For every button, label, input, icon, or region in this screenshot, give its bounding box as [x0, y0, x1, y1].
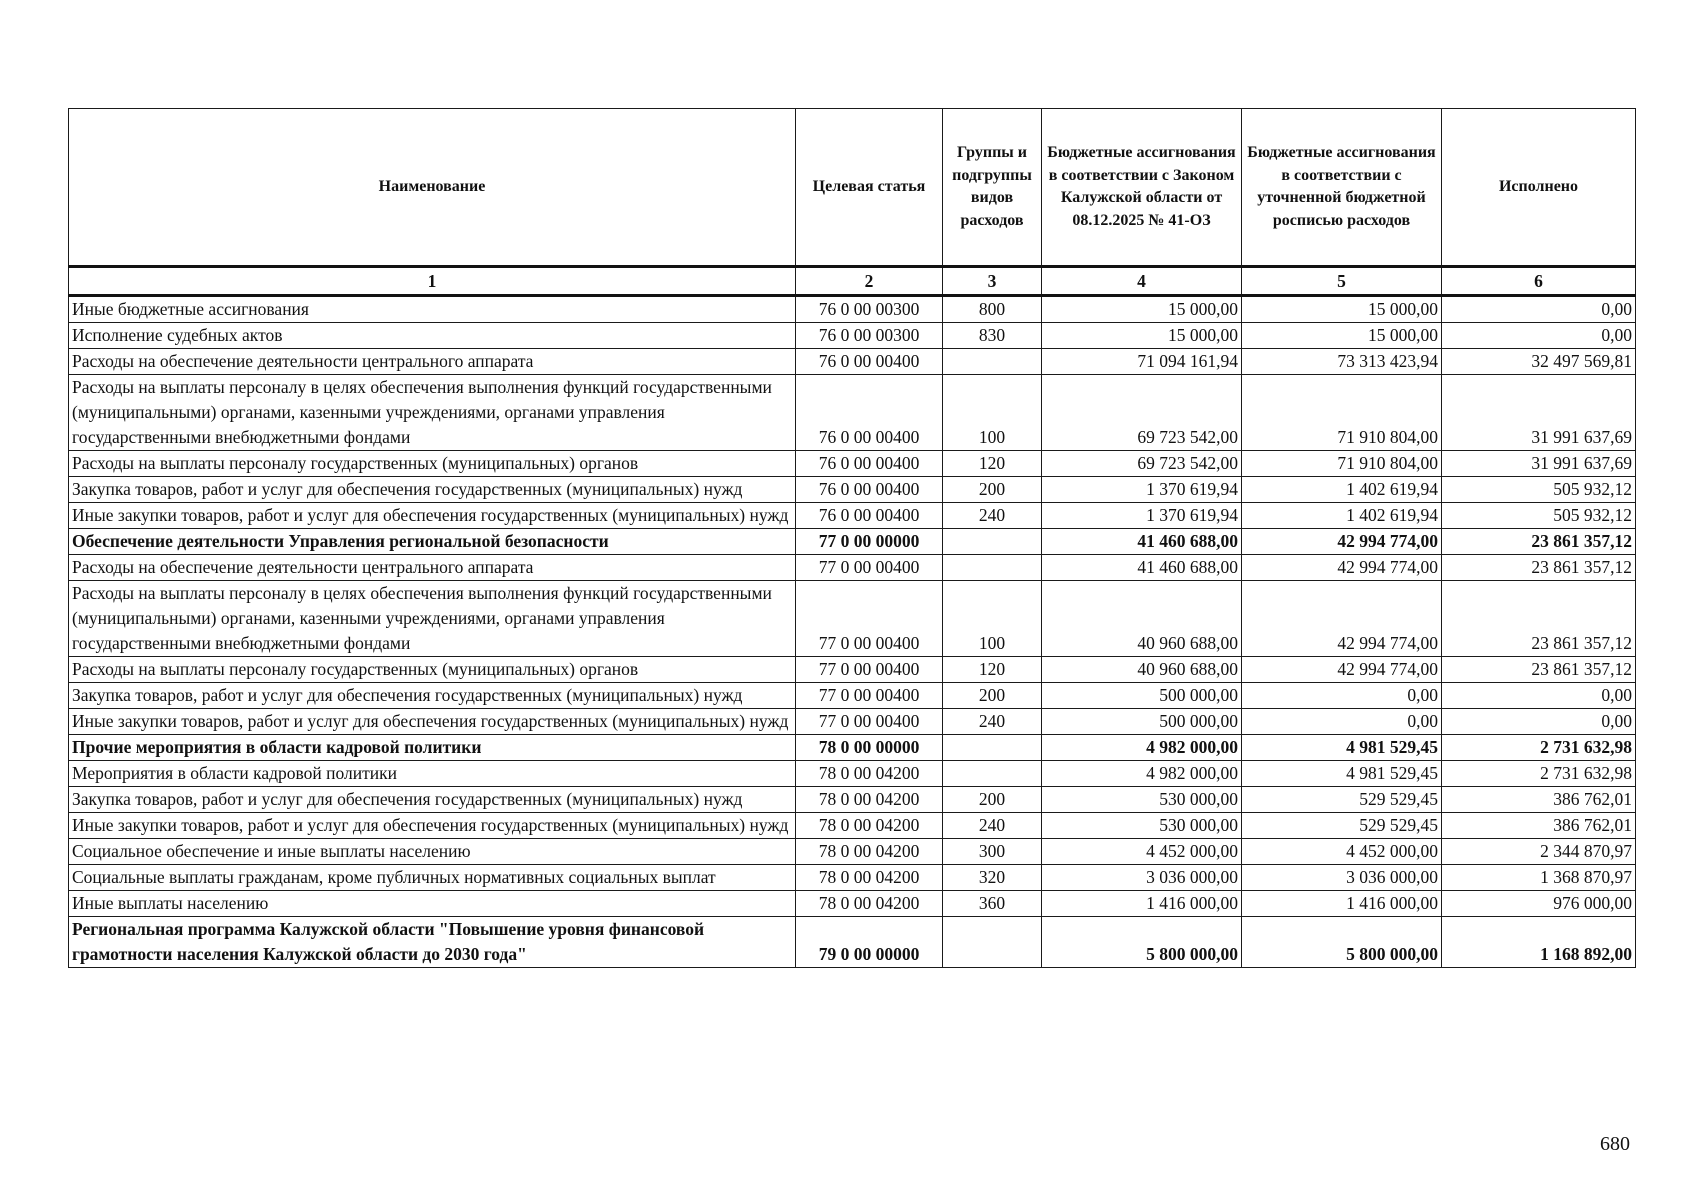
row-executed-amount: 23 861 357,12	[1442, 529, 1636, 555]
row-expense-group: 100	[943, 581, 1042, 657]
row-expense-group: 800	[943, 296, 1042, 323]
table-row	[69, 375, 1636, 451]
row-law-amount: 41 460 688,00	[1042, 555, 1242, 581]
row-law-amount: 15 000,00	[1042, 296, 1242, 323]
row-law-amount: 530 000,00	[1042, 813, 1242, 839]
row-executed-amount: 505 932,12	[1442, 477, 1636, 503]
row-expense-group: 200	[943, 787, 1042, 813]
row-executed-amount: 1 168 892,00	[1442, 917, 1636, 968]
row-executed-amount: 32 497 569,81	[1442, 349, 1636, 375]
table-row	[69, 683, 1636, 709]
row-executed-amount: 31 991 637,69	[1442, 375, 1636, 451]
row-law-amount: 1 370 619,94	[1042, 503, 1242, 529]
row-refined-amount: 1 416 000,00	[1242, 891, 1442, 917]
row-expense-group: 320	[943, 865, 1042, 891]
row-name: Иные бюджетные ассигнования	[69, 296, 796, 323]
row-refined-amount: 5 800 000,00	[1242, 917, 1442, 968]
row-expense-group: 240	[943, 709, 1042, 735]
table-row	[69, 709, 1636, 735]
row-name: Расходы на выплаты персоналу государственных (муниципальных) органов	[69, 451, 796, 477]
row-name: Иные закупки товаров, работ и услуг для обеспечения государственных (муниципальных) нужд	[69, 503, 796, 529]
row-target-article: 76 0 00 00400	[796, 375, 943, 451]
row-target-article: 78 0 00 04200	[796, 865, 943, 891]
row-expense-group: 200	[943, 477, 1042, 503]
table-row	[69, 349, 1636, 375]
row-target-article: 78 0 00 04200	[796, 839, 943, 865]
row-law-amount: 500 000,00	[1042, 709, 1242, 735]
row-expense-group: 240	[943, 813, 1042, 839]
row-law-amount: 15 000,00	[1042, 323, 1242, 349]
table-row	[69, 529, 1636, 555]
row-refined-amount: 4 981 529,45	[1242, 735, 1442, 761]
row-executed-amount: 0,00	[1442, 683, 1636, 709]
row-law-amount: 1 416 000,00	[1042, 891, 1242, 917]
row-refined-amount: 4 981 529,45	[1242, 761, 1442, 787]
row-target-article: 77 0 00 00400	[796, 709, 943, 735]
row-law-amount: 3 036 000,00	[1042, 865, 1242, 891]
row-refined-amount: 42 994 774,00	[1242, 555, 1442, 581]
row-expense-group	[943, 735, 1042, 761]
row-target-article: 76 0 00 00300	[796, 323, 943, 349]
row-executed-amount: 0,00	[1442, 296, 1636, 323]
row-law-amount: 71 094 161,94	[1042, 349, 1242, 375]
row-refined-amount: 42 994 774,00	[1242, 657, 1442, 683]
column-number: 4	[1042, 267, 1242, 296]
table-row	[69, 581, 1636, 657]
row-name: Иные выплаты населению	[69, 891, 796, 917]
row-executed-amount: 31 991 637,69	[1442, 451, 1636, 477]
row-name: Мероприятия в области кадровой политики	[69, 761, 796, 787]
row-law-amount: 41 460 688,00	[1042, 529, 1242, 555]
row-law-amount: 40 960 688,00	[1042, 657, 1242, 683]
row-executed-amount: 0,00	[1442, 709, 1636, 735]
row-refined-amount: 529 529,45	[1242, 787, 1442, 813]
row-expense-group: 120	[943, 451, 1042, 477]
row-expense-group: 360	[943, 891, 1042, 917]
row-refined-amount: 42 994 774,00	[1242, 529, 1442, 555]
row-expense-group: 200	[943, 683, 1042, 709]
row-law-amount: 69 723 542,00	[1042, 451, 1242, 477]
row-expense-group: 830	[943, 323, 1042, 349]
row-target-article: 77 0 00 00000	[796, 529, 943, 555]
row-name: Социальные выплаты гражданам, кроме публичных нормативных социальных выплат	[69, 865, 796, 891]
table-row	[69, 503, 1636, 529]
row-law-amount: 1 370 619,94	[1042, 477, 1242, 503]
row-name: Закупка товаров, работ и услуг для обеспечения государственных (муниципальных) нужд	[69, 787, 796, 813]
table-row	[69, 761, 1636, 787]
header-target-article: Целевая статья	[796, 109, 943, 267]
row-target-article: 76 0 00 00300	[796, 296, 943, 323]
page-number: 680	[1600, 1133, 1630, 1155]
row-target-article: 76 0 00 00400	[796, 349, 943, 375]
row-executed-amount: 505 932,12	[1442, 503, 1636, 529]
table-row	[69, 891, 1636, 917]
table-row	[69, 296, 1636, 323]
row-refined-amount: 73 313 423,94	[1242, 349, 1442, 375]
row-executed-amount: 386 762,01	[1442, 813, 1636, 839]
row-expense-group	[943, 761, 1042, 787]
column-number: 3	[943, 267, 1042, 296]
column-number: 5	[1242, 267, 1442, 296]
header-expense-groups: Группы и подгруппы видов расходов	[943, 109, 1042, 267]
row-target-article: 78 0 00 04200	[796, 891, 943, 917]
row-name: Расходы на обеспечение деятельности центрального аппарата	[69, 349, 796, 375]
row-refined-amount: 0,00	[1242, 683, 1442, 709]
row-expense-group: 300	[943, 839, 1042, 865]
table-row	[69, 735, 1636, 761]
table-header	[69, 109, 1636, 296]
row-name: Расходы на выплаты персоналу в целях обеспечения выполнения функций государственными (муниципальными) органами, казенными учреждениями, органами управления государственными внебюджетными фондами	[69, 375, 796, 451]
header-refined-allocations: Бюджетные ассигнования в соответствии с уточненной бюджетной росписью расходов	[1242, 109, 1442, 267]
row-law-amount: 530 000,00	[1042, 787, 1242, 813]
row-executed-amount: 2 731 632,98	[1442, 761, 1636, 787]
table-row	[69, 555, 1636, 581]
row-expense-group	[943, 529, 1042, 555]
row-law-amount: 4 982 000,00	[1042, 761, 1242, 787]
row-refined-amount: 3 036 000,00	[1242, 865, 1442, 891]
row-refined-amount: 42 994 774,00	[1242, 581, 1442, 657]
row-name: Исполнение судебных актов	[69, 323, 796, 349]
table-row	[69, 865, 1636, 891]
row-target-article: 76 0 00 00400	[796, 503, 943, 529]
column-number: 2	[796, 267, 943, 296]
row-refined-amount: 4 452 000,00	[1242, 839, 1442, 865]
table-row	[69, 787, 1636, 813]
row-name: Иные закупки товаров, работ и услуг для обеспечения государственных (муниципальных) нужд	[69, 709, 796, 735]
header-name: Наименование	[69, 109, 796, 267]
row-target-article: 76 0 00 00400	[796, 451, 943, 477]
row-expense-group: 120	[943, 657, 1042, 683]
row-refined-amount: 71 910 804,00	[1242, 451, 1442, 477]
table-row	[69, 813, 1636, 839]
row-executed-amount: 976 000,00	[1442, 891, 1636, 917]
row-executed-amount: 0,00	[1442, 323, 1636, 349]
row-target-article: 78 0 00 00000	[796, 735, 943, 761]
row-target-article: 77 0 00 00400	[796, 581, 943, 657]
row-executed-amount: 23 861 357,12	[1442, 555, 1636, 581]
row-executed-amount: 23 861 357,12	[1442, 657, 1636, 683]
row-target-article: 77 0 00 00400	[796, 657, 943, 683]
row-target-article: 77 0 00 00400	[796, 683, 943, 709]
table-body	[69, 296, 1636, 968]
row-law-amount: 5 800 000,00	[1042, 917, 1242, 968]
row-refined-amount: 71 910 804,00	[1242, 375, 1442, 451]
column-number: 1	[69, 267, 796, 296]
row-target-article: 77 0 00 00400	[796, 555, 943, 581]
row-executed-amount: 2 731 632,98	[1442, 735, 1636, 761]
row-name: Прочие мероприятия в области кадровой политики	[69, 735, 796, 761]
row-expense-group	[943, 555, 1042, 581]
row-law-amount: 4 982 000,00	[1042, 735, 1242, 761]
row-executed-amount: 2 344 870,97	[1442, 839, 1636, 865]
table-row	[69, 917, 1636, 968]
table-row	[69, 451, 1636, 477]
row-law-amount: 69 723 542,00	[1042, 375, 1242, 451]
row-target-article: 78 0 00 04200	[796, 813, 943, 839]
row-name: Расходы на обеспечение деятельности центрального аппарата	[69, 555, 796, 581]
row-law-amount: 40 960 688,00	[1042, 581, 1242, 657]
table-row	[69, 839, 1636, 865]
row-target-article: 78 0 00 04200	[796, 761, 943, 787]
row-refined-amount: 1 402 619,94	[1242, 503, 1442, 529]
table-row	[69, 477, 1636, 503]
header-law-allocations: Бюджетные ассигнования в соответствии с Законом Калужской области от 08.12.2025 № 41-ОЗ	[1042, 109, 1242, 267]
row-name: Иные закупки товаров, работ и услуг для обеспечения государственных (муниципальных) нужд	[69, 813, 796, 839]
row-refined-amount: 15 000,00	[1242, 323, 1442, 349]
row-executed-amount: 23 861 357,12	[1442, 581, 1636, 657]
row-name: Закупка товаров, работ и услуг для обеспечения государственных (муниципальных) нужд	[69, 683, 796, 709]
row-name: Социальное обеспечение и иные выплаты населению	[69, 839, 796, 865]
row-name: Обеспечение деятельности Управления региональной безопасности	[69, 529, 796, 555]
row-target-article: 79 0 00 00000	[796, 917, 943, 968]
row-name: Расходы на выплаты персоналу в целях обеспечения выполнения функций государственными (муниципальными) органами, казенными учреждениями, органами управления государственными внебюджетными фондами	[69, 581, 796, 657]
row-expense-group	[943, 349, 1042, 375]
row-executed-amount: 1 368 870,97	[1442, 865, 1636, 891]
row-law-amount: 500 000,00	[1042, 683, 1242, 709]
table-row	[69, 657, 1636, 683]
row-expense-group: 240	[943, 503, 1042, 529]
row-law-amount: 4 452 000,00	[1042, 839, 1242, 865]
row-refined-amount: 0,00	[1242, 709, 1442, 735]
header-executed: Исполнено	[1442, 109, 1636, 267]
table-row	[69, 323, 1636, 349]
row-name: Закупка товаров, работ и услуг для обеспечения государственных (муниципальных) нужд	[69, 477, 796, 503]
row-refined-amount: 529 529,45	[1242, 813, 1442, 839]
column-number: 6	[1442, 267, 1636, 296]
budget-table	[68, 108, 1636, 968]
row-name: Региональная программа Калужской области "Повышение уровня финансовой грамотности населения Калужской области до 2030 года"	[69, 917, 796, 968]
row-target-article: 78 0 00 04200	[796, 787, 943, 813]
row-executed-amount: 386 762,01	[1442, 787, 1636, 813]
row-expense-group	[943, 917, 1042, 968]
row-target-article: 76 0 00 00400	[796, 477, 943, 503]
row-refined-amount: 15 000,00	[1242, 296, 1442, 323]
row-name: Расходы на выплаты персоналу государственных (муниципальных) органов	[69, 657, 796, 683]
row-expense-group: 100	[943, 375, 1042, 451]
row-refined-amount: 1 402 619,94	[1242, 477, 1442, 503]
